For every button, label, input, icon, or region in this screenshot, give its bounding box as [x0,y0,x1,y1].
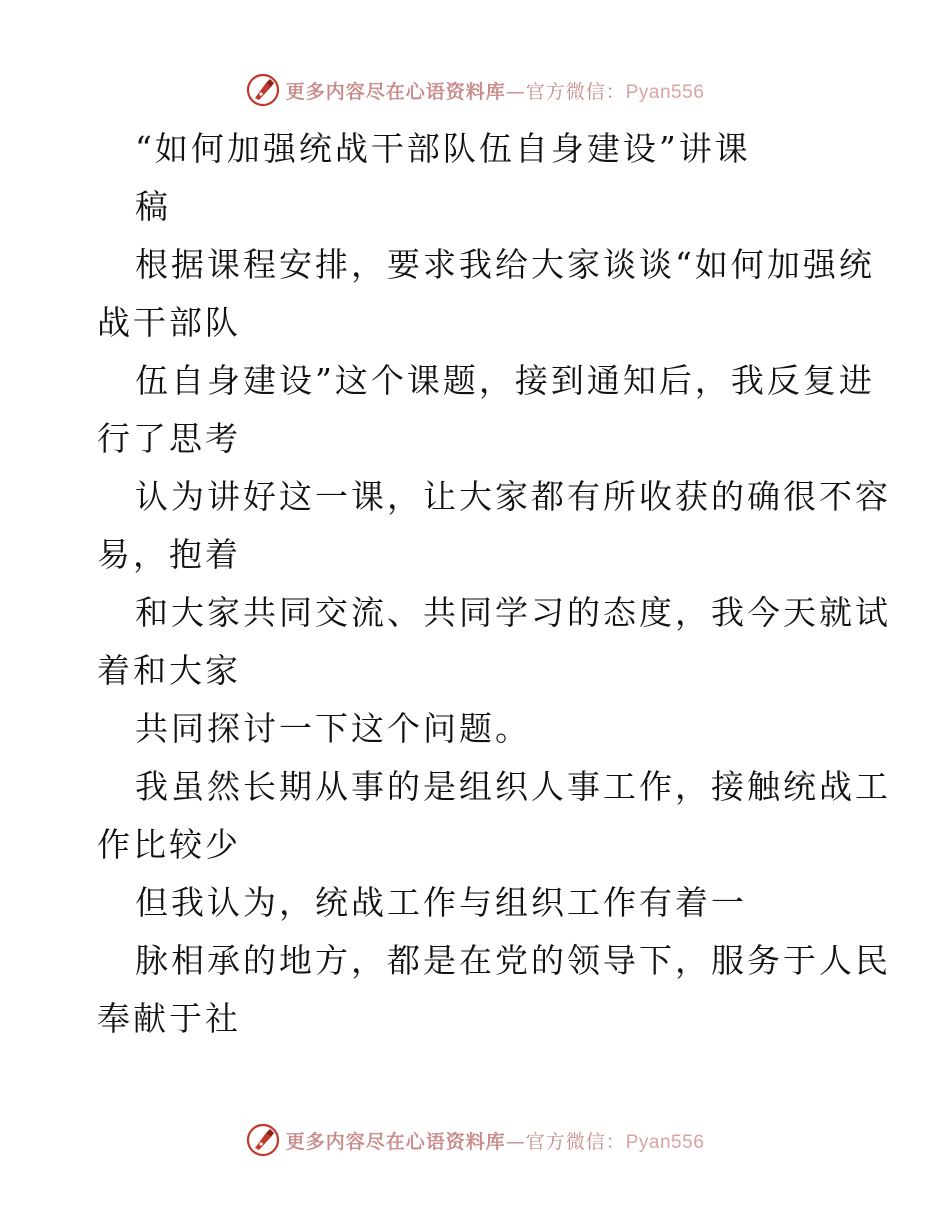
pen-nib-logo-icon [246,1123,280,1157]
paragraph-line: 伍自身建设”这个课题，接到通知后，我反复进 [135,361,875,400]
paragraph-line: 认为讲好这一课，让大家都有所收获的确很不容 [135,477,891,516]
watermark-dash: — [505,1130,526,1153]
paragraph-line: 着和大家 [97,651,241,690]
watermark-wechat-id: Pyan556 [625,1131,705,1153]
watermark-wechat-label: 官方微信： [525,1130,626,1153]
paragraph-line: 但我认为，统战工作与组织工作有着一 [135,883,747,922]
watermark-site-text: 更多内容尽在心语资料库 [285,1130,506,1153]
title-line-2: 稿 [135,187,171,226]
paragraph-line: 和大家共同交流、共同学习的态度，我今天就试 [135,593,891,632]
watermark-dash: — [505,80,526,103]
watermark-site-text: 更多内容尽在心语资料库 [285,80,506,103]
watermark-wechat-id: Pyan556 [625,81,705,103]
watermark-wechat-label: 官方微信： [525,80,626,103]
paragraph-line: 易，抱着 [97,535,241,574]
document-body [97,120,891,1048]
pen-nib-logo-icon [246,73,280,107]
paragraph-line: 我虽然长期从事的是组织人事工作，接触统战工 [135,767,891,806]
paragraph-line: 战干部队 [97,303,241,342]
paragraph-line: 奉献于社 [97,999,241,1038]
header-watermark-banner [0,70,950,110]
paragraph-line: 共同探讨一下这个问题。 [135,709,531,748]
title-line-1: “如何加强统战干部队伍自身建设”讲课 [135,129,751,168]
footer-watermark-banner [0,1120,950,1160]
watermark-text [286,77,705,104]
paragraph-line: 脉相承的地方，都是在党的领导下，服务于人民 [135,941,891,980]
watermark-text [286,1127,705,1154]
paragraph-line: 行了思考 [97,419,241,458]
paragraph-line: 作比较少 [97,825,241,864]
paragraph-line: 根据课程安排，要求我给大家谈谈“如何加强统 [135,245,875,284]
